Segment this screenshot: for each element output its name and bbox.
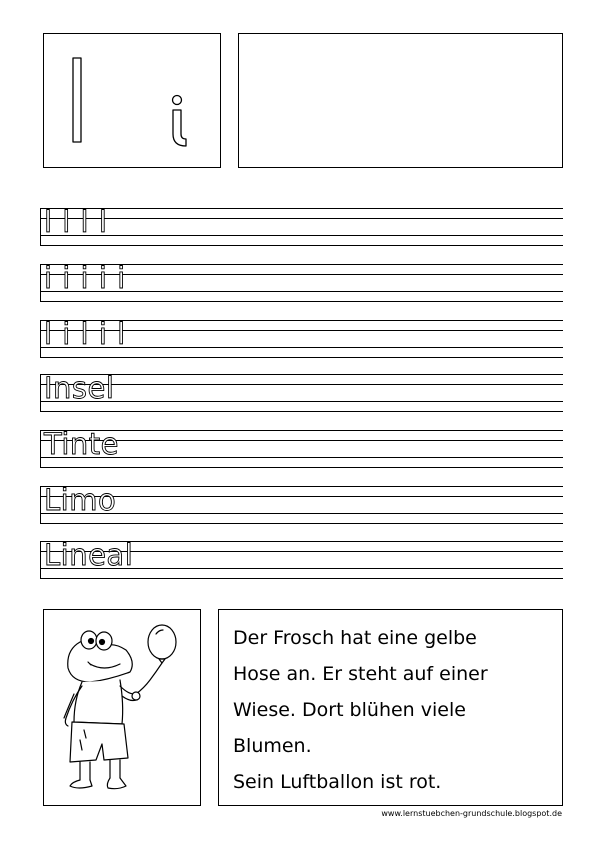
tracing-text: l i l i l — [44, 317, 126, 351]
writing-row — [40, 538, 563, 581]
story-line: Sein Luftballon ist rot. — [233, 771, 442, 793]
story-line: Hose an. Er steht auf einer — [233, 663, 488, 685]
writing-row — [40, 371, 563, 414]
tracing-text: Limo — [44, 483, 117, 517]
writing-row — [40, 427, 563, 470]
footer-url: www.lernstuebchen-grundschule.blogspot.de — [381, 809, 562, 818]
letter-box — [43, 33, 221, 168]
letter-l-outline — [73, 58, 81, 142]
letter-i-dot — [173, 96, 182, 105]
letter-i-stem — [173, 110, 186, 146]
tracing-text: l l l l — [44, 205, 108, 239]
outline-letters-illustration — [44, 34, 222, 169]
tracing-text: Tinte — [44, 427, 119, 461]
writing-row — [40, 205, 563, 248]
story-text-box — [218, 609, 563, 806]
tracing-text: i i i i i — [44, 261, 126, 295]
tracing-text: Insel — [44, 371, 115, 405]
writing-row — [40, 483, 563, 526]
drawing-box — [238, 33, 563, 168]
tracing-text: Lineal — [44, 538, 134, 572]
writing-row — [40, 261, 563, 304]
frog-with-balloon-illustration — [44, 610, 202, 807]
frog-illustration-box — [43, 609, 201, 806]
story-line: Wiese. Dort blühen viele — [233, 699, 466, 721]
story-line: Blumen. — [233, 735, 312, 757]
writing-row — [40, 317, 563, 360]
story-line: Der Frosch hat eine gelbe — [233, 627, 477, 649]
